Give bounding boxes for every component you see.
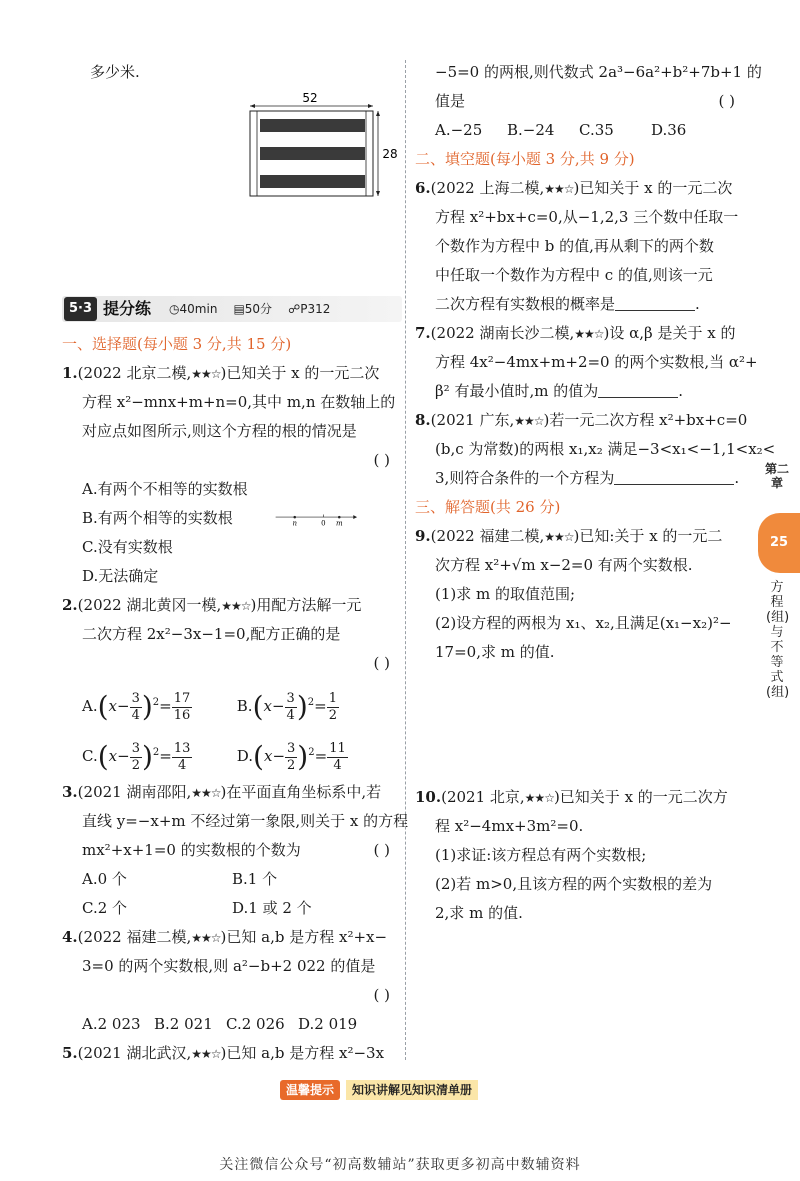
question-3: 3.(2021 湖南邵阳,★★☆)在平面直角坐标系中,若 直线 y=−x+m 不经过第一象限,则关于 x 的方程 mx²+x+1=0 的实数根的个数为 ( ) A.0 个 B.1 个 C.2 个 D.1 或 2 个 <box>62 778 402 923</box>
score-meta: ▤50分 <box>233 301 273 316</box>
column-divider <box>405 60 406 1060</box>
section-fill-title: 二、填空题(每小题 3 分,共 9 分) <box>415 150 635 168</box>
banner-badge: 5·3 <box>64 297 97 321</box>
section-answer-title: 三、解答题(共 26 分) <box>415 498 561 516</box>
option-b: B.(x− $\frac{3}{4}$ )$^2$= $\frac{1}{2}$ <box>236 690 337 723</box>
question-8: 8.(2021 广东,★★☆)若一元二次方程 x²+bx+c=0 (b,c 为常数)的两根 x₁,x₂ 满足−3<x₁<−1,1<x₂< 3,则符合条件的一个方程为 . <box>415 411 776 487</box>
number-line <box>252 512 382 526</box>
option-d: D.无法确定 <box>82 567 159 585</box>
question-6: 6.(2022 上海二模,★★☆)已知关于 x 的一元二次 方程 x²+bx+c=0,从−1,2,3 三个数中任取一 个数作为方程中 b 的值,再从剩下的两个数 中任取一个数作为方程中 c 的值,则该一元 二次方程有实数根的概率是 . <box>415 179 739 313</box>
text-line: 多少米. <box>90 63 140 81</box>
chapter-label: 第二章 <box>764 462 789 490</box>
banner-title: 提分练 <box>103 298 152 318</box>
options: A.−25 B.−24 C.35 D.36 <box>435 121 687 139</box>
answer-blank[interactable] <box>614 467 734 485</box>
difficulty-stars-icon: ★★☆ <box>514 414 544 428</box>
tip-text: 知识讲解见知识清单册 <box>346 1080 478 1101</box>
options-cd <box>62 728 402 778</box>
option-c: C.没有实数根 <box>82 538 173 556</box>
difficulty-stars-icon: ★★☆ <box>574 327 604 341</box>
answer-paren: ( ) <box>373 986 390 1004</box>
tip-badge: 温馨提示 <box>280 1080 340 1101</box>
difficulty-stars-icon: ★★☆ <box>544 182 574 196</box>
option-c: C.(x− $\frac{3}{2}$ )$^2$= $\frac{13}{4}$ <box>82 740 191 773</box>
pointer-icon: ☍ <box>288 301 301 316</box>
option-a: A.有两个不相等的实数根 <box>82 480 248 498</box>
difficulty-stars-icon: ★★☆ <box>191 931 221 945</box>
question-2: 2.(2022 湖北黄冈一模,★★☆)用配方法解一元 二次方程 2x²−3x−1=0,配方正确的是 ( ) A.(x− $\frac{3}{4}$ )$^2$= $\frac{17}{16}$ B.(x− $\frac{3}{4}$ )$^2$= $\frac{1}{2}$ C.(x− $\frac{3}{2}$ )$^2$= $\frac{13}{4}$ D.(x− $\frac{3}{2}$ )$^2$= $\frac{11}{4}$ <box>62 591 402 778</box>
difficulty-stars-icon: ★★☆ <box>191 786 221 800</box>
road-figure <box>240 90 410 205</box>
difficulty-stars-icon: ★★☆ <box>544 530 574 544</box>
question-4: 4.(2022 福建二模,★★☆)已知 a,b 是方程 x²+x− 3=0 的两个实数根,则 a²−b+2 022 的值是 ( ) A.2 023 B.2 021 C.2 026 D.2 019 <box>62 923 402 1039</box>
answer-paren: ( ) <box>718 92 735 110</box>
clock-icon: ◷ <box>169 301 180 316</box>
answer-blank[interactable] <box>598 380 678 398</box>
page-number-tab: 25 <box>758 513 800 573</box>
option-d: D.(x− $\frac{3}{2}$ )$^2$= $\frac{11}{4}$ <box>236 740 346 773</box>
figure-width-label: 52 <box>302 91 318 105</box>
previous-question-tail <box>90 58 390 87</box>
options-ab: A.0 个 B.1 个 <box>82 870 278 888</box>
difficulty-stars-icon: ★★☆ <box>191 1047 221 1061</box>
question-5-start: 5.(2021 湖北武汉,★★☆)已知 a,b 是方程 x²−3x <box>62 1044 385 1062</box>
options: A.2 023 B.2 021 C.2 026 D.2 019 <box>82 1015 358 1033</box>
section-choice-title: 一、选择题(每小题 3 分,共 15 分) <box>62 335 292 353</box>
question-9: 9.(2022 福建二模,★★☆)已知:关于 x 的一元二 次方程 x²+√m x−2=0 有两个实数根. (1)求 m 的取值范围; (2)设方程的两根为 x₁、x₂,且满足(x₁−x₂)²− 17=0,求 m 的值. <box>415 527 732 661</box>
option-a: A.(x− $\frac{3}{4}$ )$^2$= $\frac{17}{16}$ <box>82 690 191 723</box>
figure-height-label: 28 <box>382 147 398 161</box>
options-cd: C.2 个 D.1 或 2 个 <box>82 899 312 917</box>
right-column <box>415 58 776 928</box>
question-10: 10.(2021 北京,★★☆)已知关于 x 的一元二次方 程 x²−4mx+3m²=0. (1)求证:该方程总有两个实数根; (2)若 m>0,且该方程的两个实数根的差为 2,求 m 的值. <box>415 788 728 922</box>
practice-banner <box>62 296 402 322</box>
footer-note: 关注微信公众号“初高数辅站”获取更多初高中数辅资料 <box>219 1157 581 1173</box>
number-line-m: m <box>335 519 343 526</box>
options-ab <box>62 678 402 728</box>
answer-paren: ( ) <box>373 841 390 859</box>
page-ref-meta: ☍P312 <box>288 301 331 316</box>
option-b: B.有两个相等的实数根 n 0 m <box>62 504 402 533</box>
difficulty-stars-icon: ★★☆ <box>191 367 221 381</box>
difficulty-stars-icon: ★★☆ <box>524 791 554 805</box>
time-meta: ◷40min <box>169 301 218 316</box>
tip-bar <box>280 1080 478 1100</box>
number-line-zero: 0 <box>320 519 326 526</box>
answer-blank[interactable] <box>615 293 695 311</box>
left-column <box>62 330 409 1068</box>
difficulty-stars-icon: ★★☆ <box>221 599 251 613</box>
question-5-end: −5=0 的两根,则代数式 2a³−6a²+b²+7b+1 的 值是 ( ) A.−25 B.−24 C.35 D.36 <box>415 58 747 145</box>
question-1: 1.(2022 北京二模,★★☆)已知关于 x 的一元二次 方程 x²−mnx+m+n=0,其中 m,n 在数轴上的 对应点如图所示,则这个方程的根的情况是 ( ) A.有两个不相等的实数根 B.有两个相等的实数根 n 0 m C.没有实数根 D.无法确定 <box>62 359 402 591</box>
answer-paren: ( ) <box>373 451 390 469</box>
answer-space <box>415 667 747 783</box>
answer-paren: ( ) <box>373 654 390 672</box>
question-7: 7.(2022 湖南长沙二模,★★☆)设 α,β 是关于 x 的 方程 4x²−4mx+m+2=0 的两个实数根,当 α²+ β² 有最小值时,m 的值为 . <box>415 324 758 400</box>
chapter-title-vertical: 方程(组)与不等式(组) <box>766 580 790 700</box>
document-icon: ▤ <box>233 301 245 316</box>
number-line-n: n <box>292 519 297 526</box>
